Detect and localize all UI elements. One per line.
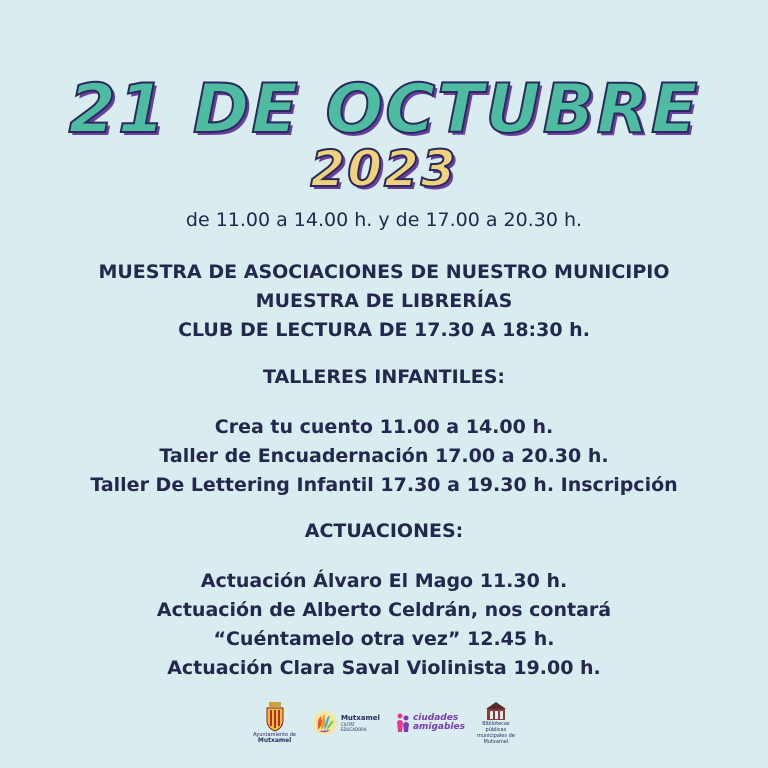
ciutat-educadora-logo	[312, 710, 380, 736]
coat-of-arms-icon	[265, 702, 285, 732]
ciudades-name: ciudades amigables	[412, 713, 465, 732]
actuacion-line-violinista: Actuación Clara Saval Violinista 19.00 h.	[167, 657, 601, 679]
actuaciones-section	[0, 567, 768, 683]
event-year: 2023	[310, 140, 458, 198]
taller-line-encuadernacion: Taller de Encuadernación 17.00 a 20.30 h.	[159, 445, 609, 467]
bibliotecas-line1: Bibliotecas	[482, 721, 510, 727]
figures-icon	[396, 712, 410, 734]
muestra-line-librerias: MUESTRA DE LIBRERÍAS	[255, 290, 513, 312]
actuaciones-heading: ACTUACIONES:	[304, 520, 464, 542]
taller-line-cuento: Crea tu cuento 11.00 a 14.00 h.	[214, 416, 554, 438]
ayuntamiento-line1: Ayuntamiento de	[253, 732, 296, 738]
bibliotecas-line4: Mutxamel	[483, 739, 509, 745]
ayuntamiento-line2: Mutxamel	[257, 737, 292, 744]
taller-line-lettering: Taller De Lettering Infantil 17.30 a 19.30 h. Inscripción	[90, 474, 678, 496]
library-building-icon	[484, 701, 508, 721]
actuacion-line-cuentamelo: “Cuéntamelo otra vez” 12.45 h.	[213, 628, 555, 650]
event-date-title: 21 DE OCTUBRE	[68, 70, 700, 149]
talleres-section	[0, 413, 768, 500]
muestra-section	[0, 258, 768, 345]
event-schedule: de 11.00 a 14.00 h. y de 17.00 a 20.30 h.	[185, 209, 583, 231]
ciutat-sub2: EDUCADORA	[340, 727, 367, 732]
talleres-heading: TALLERES INFANTILES:	[262, 366, 506, 388]
ciutat-sub1: CIUTAT	[340, 722, 355, 727]
muestra-line-asociaciones: MUESTRA DE ASOCIACIONES DE NUESTRO MUNICIPIO	[98, 261, 670, 283]
bibliotecas-logo	[477, 701, 515, 745]
ciudades-amigables-logo	[396, 712, 465, 734]
hand-colors-icon	[312, 710, 338, 736]
actuacion-line-mago: Actuación Álvaro El Mago 11.30 h.	[200, 570, 568, 592]
bibliotecas-line2: públicas	[485, 727, 507, 733]
muestra-line-club-lectura: CLUB DE LECTURA DE 17.30 A 18:30 h.	[178, 319, 590, 341]
ciutat-name: Mutxamel	[340, 714, 380, 722]
ayuntamiento-logo	[253, 702, 296, 744]
sponsor-logos	[0, 696, 768, 750]
actuacion-line-celdran: Actuación de Alberto Celdrán, nos contará	[156, 599, 612, 621]
bibliotecas-line3: municipales de	[476, 733, 515, 739]
